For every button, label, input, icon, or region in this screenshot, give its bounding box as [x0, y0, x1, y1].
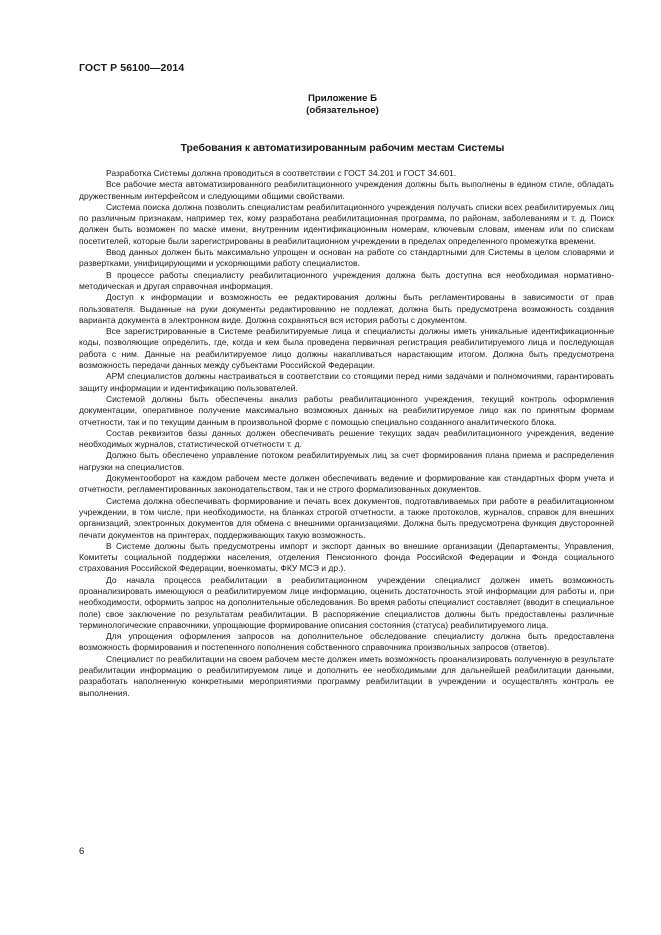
appendix-heading: [0, 93, 661, 117]
paragraph: Все зарегистрированные в Системе реабилитируемые лица и специалисты должны иметь уникальные идентификационные коды, позволяющие определить, где, когда и кем была проведена первичная регистрация реабилитируемого лица и последующая работа с ним. Данные на реабилитируемое лицо должны накапливаться нарастающим итогом. Должна быть предусмотрена возможность передачи данных между субъектами Российской Федерации.: [79, 326, 614, 371]
paragraph: Доступ к информации и возможность ее редактирования должны быть регламентированы в зависимости от прав пользователя. Выданные на руки документы редактированию не подлежат, должна быть предусмотрена возможность создания варианта документа в электронном виде. Должна сохраняться вся история работы с документом.: [79, 292, 614, 325]
paragraph: Система поиска должна позволить специалистам реабилитационного учреждения получать списки всех реабилитируемых лиц по различным признакам, например тех, кому разработана реабилитационная программа, по районам, заболеваниям и т. д. Поиск должен быть возможен по маске имени, внутренним идентификационным номерам, ключевым словам, именам или по спискам посетителей, которые были зарегистрированы в реабилитационном учреждении в пределах определенного промежутка времени.: [79, 201, 614, 246]
paragraph: Разработка Системы должна проводиться в соответствии с ГОСТ 34.201 и ГОСТ 34.601.: [106, 168, 457, 178]
paragraph: Специалист по реабилитации на своем рабочем месте должен иметь возможность проанализировать полученную в результате реабилитации информацию о реабилитируемом лице и дополнить ее необходимыми для дальнейшей реабилитации данными, разработать наполненную конкретными мероприятиями программу реабилитации в учреждении и осуществлять контроль ее выполнения.: [79, 653, 614, 698]
paragraph: Должно быть обеспечено управление потоком реабилитируемых лиц за счет формирования плана приема и распределения нагрузки на специалистов.: [79, 450, 614, 472]
paragraph: В процессе работы специалисту реабилитационного учреждения должна быть доступна вся необходимая нормативно-методическая и другая справочная информация.: [79, 269, 614, 291]
paragraph: Документооборот на каждом рабочем месте должен обеспечивать ведение и формирование как стандартных форм учета и отчетности, регламентированных законодательством, так и не строго формализованных документов.: [79, 473, 614, 495]
appendix-status: (обязательное): [306, 105, 379, 116]
paragraph: Все рабочие места автоматизированного реабилитационного учреждения должны быть выполнены в едином стиле, обладать дружественным интерфейсом и следующими общими свойствами.: [79, 179, 614, 201]
paragraph: Ввод данных должен быть максимально упрощен и основан на работе со стандартными для Системы в целом словарями и развертками, унифицирующими и ускоряющими работу специалистов.: [79, 247, 614, 269]
section-title: Требования к автоматизированным рабочим местам Системы: [180, 143, 505, 154]
body-text: [79, 168, 614, 699]
appendix-title: Приложение Б: [308, 93, 377, 104]
paragraph: В Системе должны быть предусмотрены импорт и экспорт данных во внешние организации (Департаменты, Управления, Комитеты социальной поддержки населения, отделения Пенсионного фонда Российской Федерации и Фонда социального страхования Российской Федерации, военкоматы, ФКУ МСЭ и др.).: [79, 540, 614, 574]
paragraph: Для упрощения оформления запросов на дополнительное обследование специалисту должна быть предоставлена возможность формирования и постепенного пополнения собственного справочника произвольных запросов (ответов).: [79, 631, 614, 653]
standard-header: ГОСТ Р 56100—2014: [79, 62, 185, 74]
page-number: 6: [79, 846, 85, 857]
paragraph: Системой должны быть обеспечены анализ работы реабилитационного учреждения, текущий контроль оформления документации, оперативное получение максимально возможных данных на реабилитируемое лицо как по принятым формам отчетности, так и по текущим данным в произвольной форме с помощью специально созданного аналитического блока.: [79, 393, 614, 427]
paragraph: Состав реквизитов базы данных должен обеспечивать решение текущих задач реабилитационного учреждения, ведение необходимых журналов, статистической отчетности т. д.: [79, 427, 614, 450]
paragraph: Система должна обеспечивать формирование и печать всех документов, подготавливаемых при работе в реабилитационном учреждении, в том числе, при необходимости, на бланках строгой отчетности, а также протоколов, журналов, справок для внешних организаций, электронных документов для обмена с внешними организациями. Должна быть предусмотрена функция двусторонней печати документов на принтерах, поддерживающих такую возможность.: [79, 495, 614, 540]
paragraph: АРМ специалистов должны настраиваться в соответствии со стоящими перед ними задачами и полномочиями, гарантировать защиту информации и идентификацию пользователей.: [79, 371, 614, 393]
paragraph: До начала процесса реабилитации в реабилитационном учреждении специалист должен иметь возможность проанализировать имеющуюся о реабилитируемом лице информацию, оценить достаточность этой информации для работы и, при необходимости, оформить запрос на дополнительные обследования. Во время работы специалист составляет (вводит в специальное поле) свое заключение по результатам реабилитации. В распоряжение специалистов должны быть предоставлены различные терминологические справочники, упрощающие формирование описания состояния (статуса) реабилитируемого лица.: [79, 574, 614, 630]
